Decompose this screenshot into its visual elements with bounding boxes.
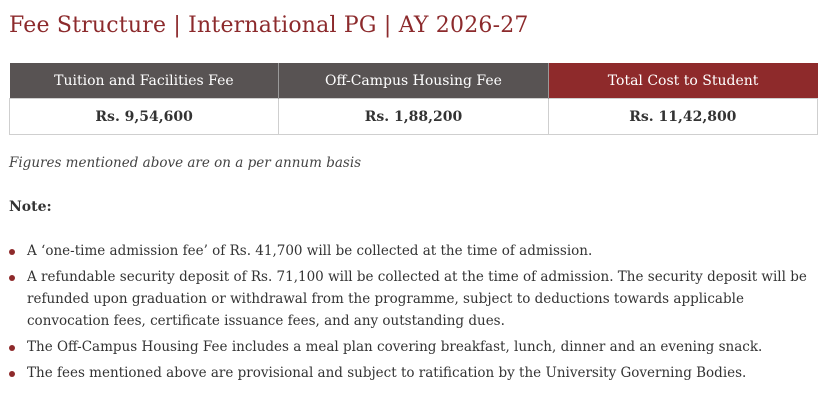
fee-table [9,63,818,135]
fee-table-row [10,99,818,135]
header-housing-fee: Off-Campus Housing Fee [279,63,548,99]
header-total-cost: Total Cost to Student [548,63,817,99]
value-total-cost: Rs. 11,42,800 [548,99,817,135]
list-item [9,362,824,384]
bullet-icon [9,345,15,351]
fee-table-header-row [10,63,818,99]
header-tuition-fee: Tuition and Facilities Fee [10,63,279,99]
list-item [9,240,824,262]
note-text: A ‘one-time admission fee’ of Rs. 41,700 will be collected at the time of admission. [27,243,593,259]
page-title: Fee Structure | International PG | AY 2026-27 [9,13,529,38]
note-text: A refundable security deposit of Rs. 71,100 will be collected at the time of admission. The security deposit will be refunded upon graduation or withdrawal from the programme, subject to deductions towards applicable convocation fees, certificate issuance fees, and any outstanding dues. [27,269,807,329]
notes-list [9,240,824,388]
note-text: The fees mentioned above are provisional and subject to ratification by the University Governing Bodies. [27,365,747,381]
note-heading: Note: [9,199,52,215]
per-annum-footnote: Figures mentioned above are on a per annum basis [9,155,362,171]
value-housing-fee: Rs. 1,88,200 [279,99,548,135]
bullet-icon [9,275,15,281]
list-item [9,336,824,358]
note-text: The Off-Campus Housing Fee includes a meal plan covering breakfast, lunch, dinner and an evening snack. [27,339,763,355]
value-tuition-fee: Rs. 9,54,600 [10,99,279,135]
bullet-icon [9,249,15,255]
bullet-icon [9,371,15,377]
list-item [9,266,824,332]
